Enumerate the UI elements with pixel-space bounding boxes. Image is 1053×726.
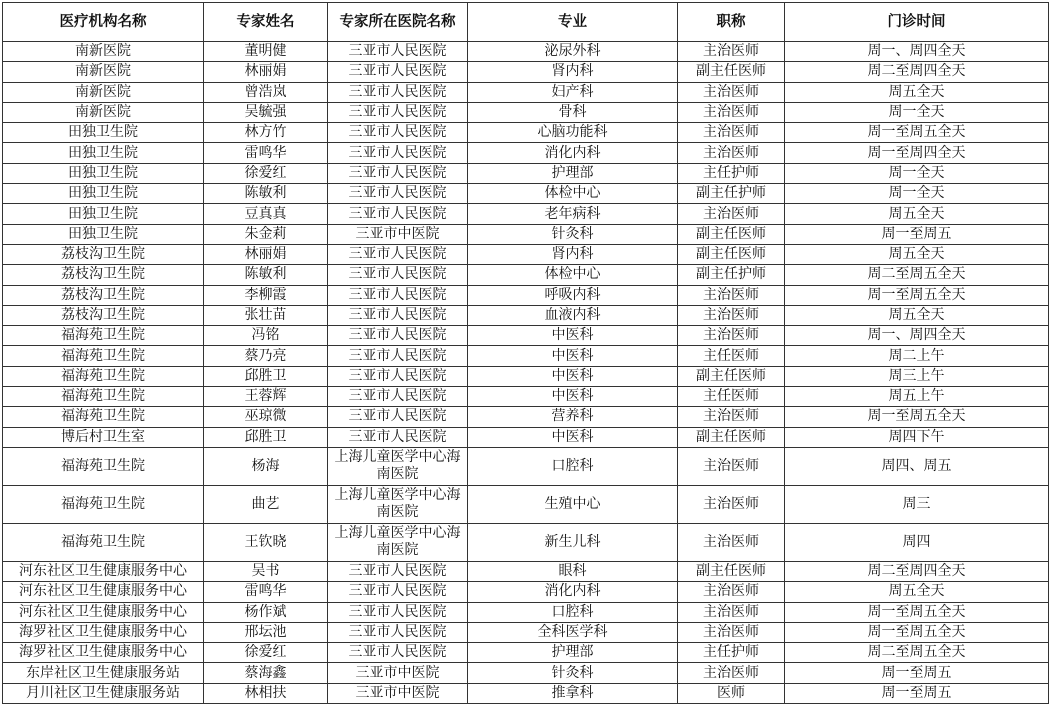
expert-name-cell: 王钦晓 [204, 523, 328, 561]
specialty-cell: 针灸科 [468, 663, 678, 683]
header-expert-name: 专家姓名 [204, 3, 328, 42]
specialty-cell: 体检中心 [468, 184, 678, 204]
expert-name-cell: 徐爱红 [204, 163, 328, 183]
title-cell: 副主任医师 [678, 244, 785, 264]
specialty-cell: 中医科 [468, 326, 678, 346]
specialty-cell: 生殖中心 [468, 485, 678, 523]
expert-name-cell: 豆真真 [204, 204, 328, 224]
title-cell: 主治医师 [678, 305, 785, 325]
header-title: 职称 [678, 3, 785, 42]
expert-hospital-cell: 三亚市中医院 [328, 683, 468, 703]
title-cell: 主治医师 [678, 602, 785, 622]
table-row [3, 622, 1049, 642]
title-cell: 副主任医师 [678, 366, 785, 386]
specialty-cell: 护理部 [468, 163, 678, 183]
institution-cell: 南新医院 [3, 102, 204, 122]
title-cell: 副主任医师 [678, 561, 785, 581]
institution-cell: 荔枝沟卫生院 [3, 285, 204, 305]
specialty-cell: 眼科 [468, 561, 678, 581]
title-cell: 主治医师 [678, 582, 785, 602]
institution-cell: 月川社区卫生健康服务站 [3, 683, 204, 703]
institution-cell: 荔枝沟卫生院 [3, 305, 204, 325]
expert-name-cell: 邢坛池 [204, 622, 328, 642]
expert-hospital-cell: 三亚市人民医院 [328, 123, 468, 143]
institution-cell: 福海苑卫生院 [3, 346, 204, 366]
expert-name-cell: 王蓉辉 [204, 387, 328, 407]
expert-hospital-cell: 上海儿童医学中心海南医院 [328, 485, 468, 523]
expert-name-cell: 张壮苗 [204, 305, 328, 325]
clinic-time-cell: 周三上午 [785, 366, 1049, 386]
table-row [3, 143, 1049, 163]
specialty-cell: 中医科 [468, 366, 678, 386]
clinic-time-cell: 周二至周五全天 [785, 265, 1049, 285]
specialty-cell: 呼吸内科 [468, 285, 678, 305]
table-row [3, 387, 1049, 407]
table-row [3, 163, 1049, 183]
expert-hospital-cell: 三亚市人民医院 [328, 102, 468, 122]
specialty-cell: 心脑功能科 [468, 123, 678, 143]
expert-hospital-cell: 三亚市人民医院 [328, 305, 468, 325]
table-row [3, 102, 1049, 122]
title-cell: 主治医师 [678, 663, 785, 683]
institution-cell: 田独卫生院 [3, 143, 204, 163]
expert-name-cell: 吴毓强 [204, 102, 328, 122]
institution-cell: 福海苑卫生院 [3, 407, 204, 427]
clinic-time-cell: 周三 [785, 485, 1049, 523]
table-row [3, 447, 1049, 485]
title-cell: 副主任护师 [678, 184, 785, 204]
clinic-time-cell: 周五全天 [785, 305, 1049, 325]
clinic-time-cell: 周一至周四全天 [785, 143, 1049, 163]
expert-hospital-cell: 三亚市人民医院 [328, 42, 468, 62]
title-cell: 医师 [678, 683, 785, 703]
clinic-time-cell: 周五全天 [785, 82, 1049, 102]
clinic-time-cell: 周四、周五 [785, 447, 1049, 485]
institution-cell: 南新医院 [3, 42, 204, 62]
title-cell: 副主任医师 [678, 427, 785, 447]
header-row [3, 3, 1049, 42]
expert-hospital-cell: 三亚市人民医院 [328, 387, 468, 407]
expert-hospital-cell: 三亚市人民医院 [328, 204, 468, 224]
specialty-cell: 中医科 [468, 427, 678, 447]
expert-hospital-cell: 上海儿童医学中心海南医院 [328, 523, 468, 561]
institution-cell: 福海苑卫生院 [3, 447, 204, 485]
expert-hospital-cell: 三亚市人民医院 [328, 346, 468, 366]
title-cell: 主治医师 [678, 82, 785, 102]
expert-name-cell: 杨作斌 [204, 602, 328, 622]
expert-hospital-cell: 三亚市人民医院 [328, 407, 468, 427]
expert-name-cell: 陈敏利 [204, 265, 328, 285]
institution-cell: 田独卫生院 [3, 163, 204, 183]
table-row [3, 561, 1049, 581]
institution-cell: 福海苑卫生院 [3, 326, 204, 346]
table-row [3, 643, 1049, 663]
table-row [3, 366, 1049, 386]
specialty-cell: 体检中心 [468, 265, 678, 285]
table-row [3, 82, 1049, 102]
institution-cell: 福海苑卫生院 [3, 387, 204, 407]
institution-cell: 河东社区卫生健康服务中心 [3, 582, 204, 602]
title-cell: 主治医师 [678, 143, 785, 163]
table-row [3, 523, 1049, 561]
clinic-time-cell: 周一全天 [785, 102, 1049, 122]
expert-name-cell: 邱胜卫 [204, 427, 328, 447]
clinic-time-cell: 周五全天 [785, 244, 1049, 264]
expert-name-cell: 冯铭 [204, 326, 328, 346]
specialty-cell: 消化内科 [468, 582, 678, 602]
title-cell: 主治医师 [678, 42, 785, 62]
title-cell: 主治医师 [678, 102, 785, 122]
clinic-time-cell: 周二上午 [785, 346, 1049, 366]
specialty-cell: 骨科 [468, 102, 678, 122]
table-row [3, 407, 1049, 427]
clinic-time-cell: 周二至周四全天 [785, 561, 1049, 581]
specialty-cell: 血液内科 [468, 305, 678, 325]
specialty-cell: 口腔科 [468, 602, 678, 622]
header-specialty: 专业 [468, 3, 678, 42]
specialty-cell: 老年病科 [468, 204, 678, 224]
specialty-cell: 护理部 [468, 643, 678, 663]
table-row [3, 602, 1049, 622]
expert-name-cell: 巫琼微 [204, 407, 328, 427]
clinic-time-cell: 周一至周五全天 [785, 123, 1049, 143]
expert-name-cell: 雷鸣华 [204, 143, 328, 163]
clinic-time-cell: 周二至周四全天 [785, 62, 1049, 82]
clinic-time-cell: 周五全天 [785, 582, 1049, 602]
institution-cell: 荔枝沟卫生院 [3, 265, 204, 285]
clinic-time-cell: 周一至周五全天 [785, 407, 1049, 427]
clinic-time-cell: 周一、周四全天 [785, 326, 1049, 346]
table-row [3, 285, 1049, 305]
title-cell: 主任医师 [678, 387, 785, 407]
expert-name-cell: 林丽娟 [204, 62, 328, 82]
specialty-cell: 新生儿科 [468, 523, 678, 561]
institution-cell: 博后村卫生室 [3, 427, 204, 447]
specialty-cell: 推拿科 [468, 683, 678, 703]
title-cell: 主治医师 [678, 523, 785, 561]
expert-hospital-cell: 三亚市人民医院 [328, 244, 468, 264]
title-cell: 主治医师 [678, 447, 785, 485]
institution-cell: 田独卫生院 [3, 224, 204, 244]
title-cell: 副主任医师 [678, 62, 785, 82]
clinic-time-cell: 周一、周四全天 [785, 42, 1049, 62]
expert-hospital-cell: 三亚市人民医院 [328, 184, 468, 204]
table-row [3, 582, 1049, 602]
institution-cell: 河东社区卫生健康服务中心 [3, 602, 204, 622]
clinic-time-cell: 周一全天 [785, 184, 1049, 204]
institution-cell: 河东社区卫生健康服务中心 [3, 561, 204, 581]
specialty-cell: 口腔科 [468, 447, 678, 485]
expert-hospital-cell: 三亚市人民医院 [328, 561, 468, 581]
clinic-time-cell: 周一至周五 [785, 663, 1049, 683]
expert-name-cell: 朱金莉 [204, 224, 328, 244]
expert-hospital-cell: 三亚市人民医院 [328, 326, 468, 346]
specialty-cell: 全科医学科 [468, 622, 678, 642]
expert-hospital-cell: 三亚市人民医院 [328, 366, 468, 386]
title-cell: 主治医师 [678, 622, 785, 642]
specialty-cell: 针灸科 [468, 224, 678, 244]
table-body [3, 42, 1049, 704]
expert-name-cell: 陈敏利 [204, 184, 328, 204]
expert-hospital-cell: 三亚市人民医院 [328, 602, 468, 622]
expert-hospital-cell: 三亚市人民医院 [328, 265, 468, 285]
expert-hospital-cell: 三亚市人民医院 [328, 427, 468, 447]
clinic-time-cell: 周二至周五全天 [785, 643, 1049, 663]
expert-hospital-cell: 三亚市人民医院 [328, 643, 468, 663]
expert-name-cell: 蔡乃亮 [204, 346, 328, 366]
table-row [3, 305, 1049, 325]
title-cell: 副主任护师 [678, 265, 785, 285]
clinic-time-cell: 周一至周五全天 [785, 285, 1049, 305]
expert-name-cell: 林方竹 [204, 123, 328, 143]
clinic-time-cell: 周一至周五 [785, 683, 1049, 703]
table-row [3, 62, 1049, 82]
expert-name-cell: 杨海 [204, 447, 328, 485]
specialty-cell: 妇产科 [468, 82, 678, 102]
clinic-time-cell: 周五全天 [785, 204, 1049, 224]
table-row [3, 265, 1049, 285]
clinic-time-cell: 周四下午 [785, 427, 1049, 447]
title-cell: 副主任医师 [678, 224, 785, 244]
header-clinic-time: 门诊时间 [785, 3, 1049, 42]
institution-cell: 田独卫生院 [3, 184, 204, 204]
institution-cell: 海罗社区卫生健康服务中心 [3, 643, 204, 663]
title-cell: 主治医师 [678, 407, 785, 427]
expert-name-cell: 雷鸣华 [204, 582, 328, 602]
institution-cell: 海罗社区卫生健康服务中心 [3, 622, 204, 642]
clinic-time-cell: 周四 [785, 523, 1049, 561]
table-row [3, 204, 1049, 224]
title-cell: 主治医师 [678, 326, 785, 346]
expert-name-cell: 林相扶 [204, 683, 328, 703]
table-row [3, 427, 1049, 447]
clinic-time-cell: 周一至周五全天 [785, 602, 1049, 622]
expert-name-cell: 曲艺 [204, 485, 328, 523]
table-row [3, 663, 1049, 683]
institution-cell: 南新医院 [3, 82, 204, 102]
institution-cell: 东岸社区卫生健康服务站 [3, 663, 204, 683]
clinic-time-cell: 周一全天 [785, 163, 1049, 183]
expert-hospital-cell: 三亚市人民医院 [328, 582, 468, 602]
institution-cell: 荔枝沟卫生院 [3, 244, 204, 264]
header-institution: 医疗机构名称 [3, 3, 204, 42]
table-row [3, 326, 1049, 346]
expert-name-cell: 吴书 [204, 561, 328, 581]
expert-name-cell: 董明健 [204, 42, 328, 62]
title-cell: 主任护师 [678, 643, 785, 663]
title-cell: 主治医师 [678, 285, 785, 305]
specialty-cell: 肾内科 [468, 244, 678, 264]
clinic-time-cell: 周一至周五 [785, 224, 1049, 244]
specialty-cell: 营养科 [468, 407, 678, 427]
expert-name-cell: 徐爱红 [204, 643, 328, 663]
header-expert-hospital: 专家所在医院名称 [328, 3, 468, 42]
institution-cell: 南新医院 [3, 62, 204, 82]
title-cell: 主任护师 [678, 163, 785, 183]
table-row [3, 224, 1049, 244]
institution-cell: 田独卫生院 [3, 123, 204, 143]
table-row [3, 683, 1049, 703]
expert-hospital-cell: 上海儿童医学中心海南医院 [328, 447, 468, 485]
expert-hospital-cell: 三亚市人民医院 [328, 143, 468, 163]
expert-hospital-cell: 三亚市中医院 [328, 224, 468, 244]
expert-name-cell: 曾浩岚 [204, 82, 328, 102]
expert-hospital-cell: 三亚市中医院 [328, 663, 468, 683]
institution-cell: 田独卫生院 [3, 204, 204, 224]
table-row [3, 42, 1049, 62]
expert-hospital-cell: 三亚市人民医院 [328, 82, 468, 102]
expert-name-cell: 邱胜卫 [204, 366, 328, 386]
specialty-cell: 中医科 [468, 346, 678, 366]
expert-name-cell: 李柳霞 [204, 285, 328, 305]
title-cell: 主治医师 [678, 204, 785, 224]
expert-name-cell: 林丽娟 [204, 244, 328, 264]
title-cell: 主任医师 [678, 346, 785, 366]
table-row [3, 123, 1049, 143]
clinic-time-cell: 周五上午 [785, 387, 1049, 407]
expert-hospital-cell: 三亚市人民医院 [328, 285, 468, 305]
title-cell: 主治医师 [678, 123, 785, 143]
expert-name-cell: 蔡海鑫 [204, 663, 328, 683]
table-row [3, 184, 1049, 204]
clinic-time-cell: 周一至周五全天 [785, 622, 1049, 642]
institution-cell: 福海苑卫生院 [3, 485, 204, 523]
table-row [3, 346, 1049, 366]
table-row [3, 485, 1049, 523]
specialty-cell: 中医科 [468, 387, 678, 407]
expert-hospital-cell: 三亚市人民医院 [328, 163, 468, 183]
institution-cell: 福海苑卫生院 [3, 523, 204, 561]
clinic-schedule-table [2, 2, 1049, 704]
institution-cell: 福海苑卫生院 [3, 366, 204, 386]
expert-hospital-cell: 三亚市人民医院 [328, 622, 468, 642]
specialty-cell: 肾内科 [468, 62, 678, 82]
title-cell: 主治医师 [678, 485, 785, 523]
expert-hospital-cell: 三亚市人民医院 [328, 62, 468, 82]
table-row [3, 244, 1049, 264]
specialty-cell: 泌尿外科 [468, 42, 678, 62]
specialty-cell: 消化内科 [468, 143, 678, 163]
